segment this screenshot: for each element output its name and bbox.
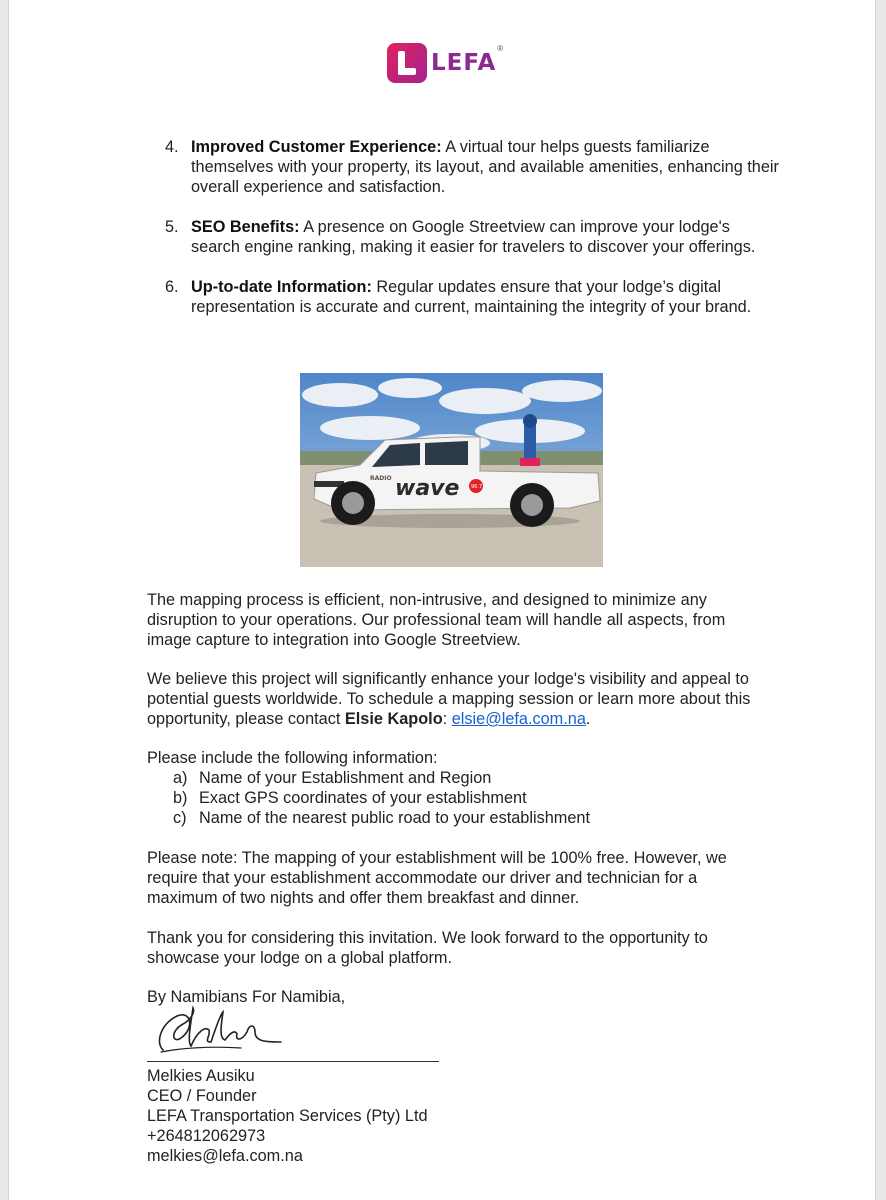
wave-logo-text: wave bbox=[395, 476, 460, 501]
radio-text: RADIO bbox=[370, 475, 392, 482]
list-number: 6. bbox=[165, 278, 179, 296]
list-number: 5. bbox=[165, 218, 179, 236]
benefit-text: Regular updates ensure that your lodge’s digital representation is accurate and current, maintaining the integrity of your brand. bbox=[191, 278, 752, 316]
signatory-title: CEO / Founder bbox=[147, 1087, 257, 1105]
signatory-name: Melkies Ausiku bbox=[147, 1067, 255, 1085]
benefit-title: Up-to-date Information: bbox=[191, 278, 372, 296]
signatory-block bbox=[147, 1066, 767, 1166]
list-item bbox=[147, 768, 767, 788]
benefit-title: Improved Customer Experience: bbox=[191, 138, 442, 156]
benefit-text: A presence on Google Streetview can improve your lodge's search engine ranking, making it easier for travelers to discover your offerings. bbox=[191, 218, 756, 256]
contact-separator: : bbox=[442, 710, 452, 728]
benefit-text: A virtual tour helps guests familiarize themselves with your property, its layout, and available amenities, enhancing their overall experience and satisfaction. bbox=[191, 138, 779, 196]
list-item-text: Name of your Establishment and Region bbox=[199, 769, 492, 787]
include-list bbox=[147, 768, 767, 828]
contact-end: . bbox=[585, 710, 591, 728]
lefa-logo bbox=[387, 42, 503, 84]
list-item-text: Name of the nearest public road to your establishment bbox=[199, 809, 590, 827]
mapping-vehicle-photo bbox=[300, 373, 603, 567]
process-paragraph: The mapping process is efficient, non-intrusive, and designed to minimize any disruption to your operations. Our professional team will handle all aspects, from image capture to integration into Google Streetview. bbox=[147, 591, 726, 649]
signatory-company: LEFA Transportation Services (Pty) Ltd bbox=[147, 1107, 428, 1125]
signature bbox=[151, 1002, 291, 1058]
signatory-email: melkies@lefa.com.na bbox=[147, 1147, 303, 1165]
believe-paragraph bbox=[147, 669, 767, 729]
signature-line bbox=[147, 1061, 439, 1062]
list-item bbox=[139, 137, 779, 197]
include-section bbox=[147, 748, 767, 828]
benefits-list bbox=[139, 137, 779, 337]
document-page bbox=[8, 0, 876, 1200]
contact-name: Elsie Kapolo bbox=[344, 710, 443, 728]
list-item bbox=[147, 788, 767, 808]
list-marker: c) bbox=[173, 809, 187, 827]
include-intro: Please include the following information: bbox=[147, 749, 438, 767]
signatory-phone: +264812062973 bbox=[147, 1127, 266, 1145]
logo-text: LEFA bbox=[431, 50, 497, 76]
thanks-paragraph: Thank you for considering this invitation. We look forward to the opportunity to showcase your lodge on a global platform. bbox=[147, 929, 708, 967]
closing-line: By Namibians For Namibia, bbox=[147, 988, 346, 1006]
list-marker: b) bbox=[173, 789, 188, 807]
note-paragraph: Please note: The mapping of your establishment will be 100% free. However, we require that your establishment accommodate our driver and technician for a maximum of two nights and offer them breakfast and dinner. bbox=[147, 849, 727, 907]
list-item bbox=[139, 277, 779, 317]
benefit-title: SEO Benefits: bbox=[191, 218, 300, 236]
registered-mark: ® bbox=[497, 44, 504, 53]
contact-email-link[interactable]: elsie@lefa.com.na bbox=[451, 710, 586, 728]
list-marker: a) bbox=[173, 769, 188, 787]
wave-badge-text: 96.7 bbox=[471, 484, 483, 490]
believe-text: We believe this project will significantly enhance your lodge's visibility and appeal to potential guests worldwide. To schedule a mapping session or learn more about this opportunity, please contact bbox=[147, 670, 751, 728]
list-item-text: Exact GPS coordinates of your establishment bbox=[199, 789, 527, 807]
list-item bbox=[139, 217, 779, 257]
list-item bbox=[147, 808, 767, 828]
lefa-logo-icon bbox=[387, 43, 427, 83]
list-number: 4. bbox=[165, 138, 179, 156]
